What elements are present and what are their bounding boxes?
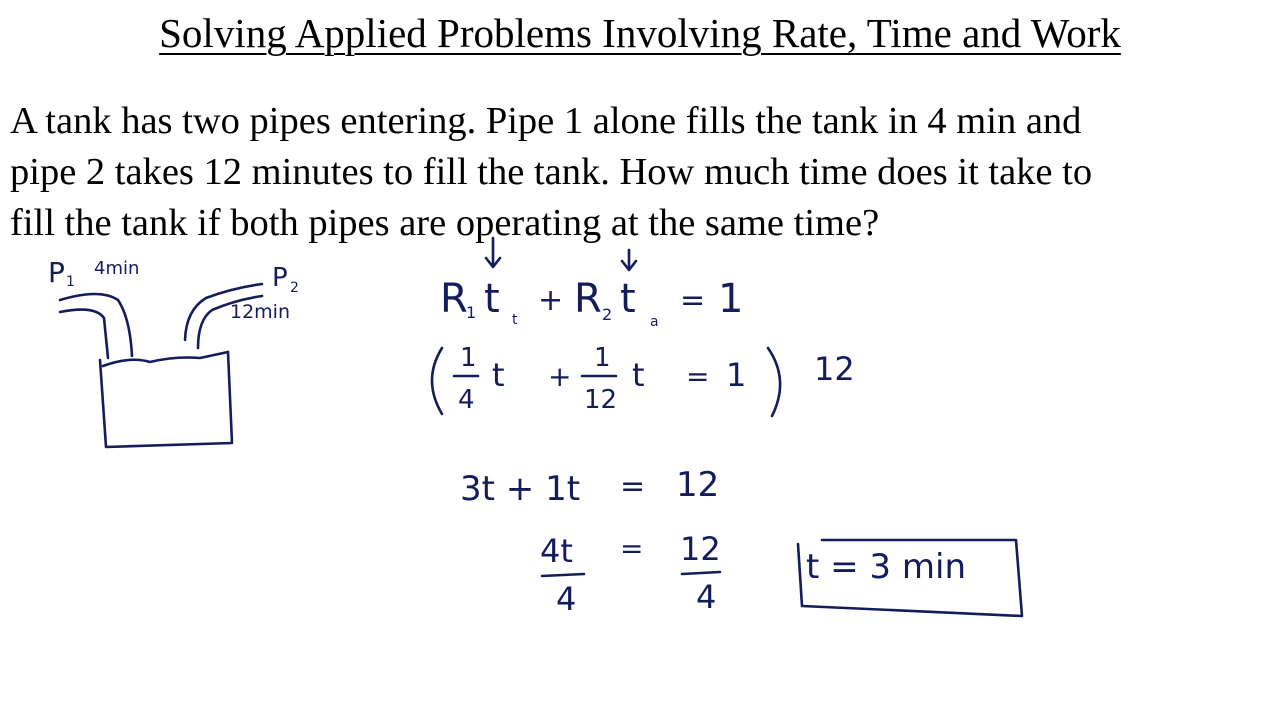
- left-paren: [432, 348, 442, 414]
- time-2-subscript: a: [650, 314, 659, 330]
- arrow-down-icon: [486, 238, 500, 267]
- tank-outline: [100, 352, 232, 447]
- tank-diagram: [48, 256, 299, 447]
- plus-sign: +: [538, 283, 564, 318]
- pipe-1-subscript: 1: [66, 274, 75, 290]
- equation-rhs: 12: [676, 465, 720, 505]
- lhs-denominator: 4: [556, 580, 577, 618]
- fraction-1-numerator: 1: [460, 343, 477, 373]
- answer-box: [798, 540, 1022, 616]
- term-1-variable: t: [492, 356, 505, 394]
- lhs-numerator: 4t: [540, 532, 573, 570]
- pipe-1-time: 4min: [94, 258, 140, 279]
- fraction-2-denominator: 12: [584, 385, 618, 415]
- equals-sign: =: [680, 283, 706, 318]
- problem-line: fill the tank if both pipes are operating at the same time?: [10, 202, 880, 244]
- multiplier: 12: [814, 350, 855, 388]
- rate-1-subscript: 1: [466, 303, 477, 322]
- equals-sign: =: [620, 532, 644, 565]
- water-line: [103, 352, 228, 366]
- rhs-value: 1: [726, 356, 747, 394]
- equation-lhs: 3t + 1t: [460, 469, 581, 509]
- fraction-2-numerator: 1: [594, 343, 611, 373]
- term-2-variable: t: [632, 356, 645, 394]
- problem-line: A tank has two pipes entering. Pipe 1 alone fills the tank in 4 min and: [10, 100, 1082, 142]
- pipe-1: [60, 294, 132, 358]
- pipe-2-subscript: 2: [290, 280, 299, 296]
- rate-2-subscript: 2: [602, 305, 613, 324]
- arrow-down-icon: [622, 250, 636, 270]
- pipe-2-label: P: [272, 263, 288, 293]
- rate-1-symbol: R: [440, 276, 468, 322]
- equation-divide: [540, 530, 721, 618]
- pipe-1-label: P: [48, 256, 65, 289]
- rhs-denominator: 4: [696, 578, 717, 616]
- right-paren: [768, 348, 780, 416]
- equation-fractions: [432, 343, 855, 416]
- answer: t = 3 min: [806, 547, 966, 587]
- equals-sign: =: [620, 469, 646, 504]
- problem-line: pipe 2 takes 12 minutes to fill the tank. How much time does it take to: [10, 151, 1093, 193]
- time-1-subscript: t: [512, 312, 518, 328]
- plus-sign: +: [548, 360, 572, 393]
- rate-2-symbol: R: [574, 276, 602, 322]
- fraction-1-denominator: 4: [458, 385, 475, 415]
- rhs-numerator: 12: [680, 530, 721, 568]
- equals-sign: =: [686, 360, 710, 393]
- fraction-bar: [682, 572, 720, 574]
- rhs-value: 1: [718, 276, 744, 322]
- pipe-2-time: 12min: [230, 301, 291, 323]
- equation-combined: [460, 465, 719, 509]
- time-2-symbol: t: [620, 276, 636, 322]
- fraction-bar: [542, 574, 584, 576]
- time-1-symbol: t: [484, 276, 500, 322]
- equation-rate-time: [440, 276, 743, 330]
- page-title: Solving Applied Problems Involving Rate, Time and Work: [159, 10, 1121, 56]
